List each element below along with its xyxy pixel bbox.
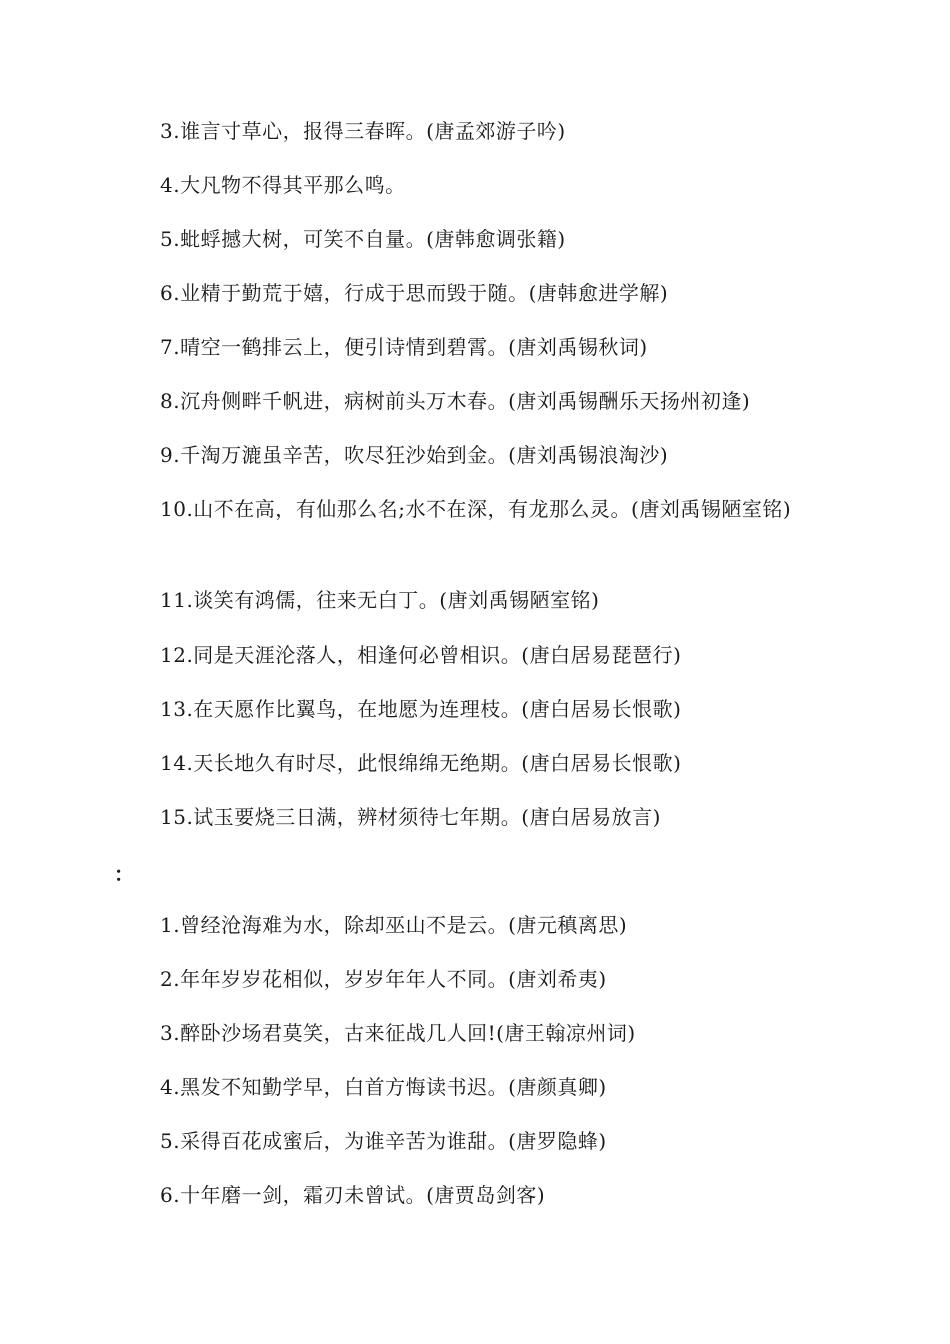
- poem-line: 8.沉舟侧畔千帆进，病树前头万木春。(唐刘禹锡酬乐天扬州初逢): [160, 389, 751, 413]
- poem-line: 2.年年岁岁花相似，岁岁年年人不同。(唐刘希夷): [160, 967, 607, 991]
- poem-line: 4.黑发不知勤学早，白首方悔读书迟。(唐颜真卿): [160, 1075, 607, 1099]
- poem-line: 11.谈笑有鸿儒，往来无白丁。(唐刘禹锡陋室铭): [160, 588, 600, 612]
- poem-line: 6.业精于勤荒于嬉，行成于思而毁于随。(唐韩愈进学解): [160, 281, 669, 305]
- poem-line: 1.曾经沧海难为水，除却巫山不是云。(唐元稹离思): [160, 913, 628, 937]
- poem-line: 6.十年磨一剑，霜刃未曾试。(唐贾岛剑客): [160, 1183, 546, 1207]
- poem-line: 10.山不在高，有仙那么名;水不在深，有龙那么灵。(唐刘禹锡陋室铭): [160, 497, 792, 521]
- poem-line: 12.同是天涯沦落人，相逢何必曾相识。(唐白居易琵琶行): [160, 643, 682, 667]
- poem-line: 14.天长地久有时尽，此恨绵绵无绝期。(唐白居易长恨歌): [160, 751, 682, 775]
- poem-line: 15.试玉要烧三日满，辨材须待七年期。(唐白居易放言): [160, 805, 661, 829]
- poem-line: 5.蚍蜉撼大树，可笑不自量。(唐韩愈调张籍): [160, 227, 566, 251]
- poem-line: 13.在天愿作比翼鸟，在地愿为连理枝。(唐白居易长恨歌): [160, 697, 682, 721]
- poem-line: 9.千淘万漉虽辛苦，吹尽狂沙始到金。(唐刘禹锡浪淘沙): [160, 443, 669, 467]
- poem-line: 7.晴空一鹤排云上，便引诗情到碧霄。(唐刘禹锡秋词): [160, 335, 648, 359]
- poem-line: 5.采得百花成蜜后，为谁辛苦为谁甜。(唐罗隐蜂): [160, 1129, 607, 1153]
- section-separator: ：: [114, 862, 134, 886]
- poem-line: 4.大凡物不得其平那么鸣。: [160, 173, 406, 197]
- poem-line: 3.醉卧沙场君莫笑，古来征战几人回!(唐王翰凉州词): [160, 1021, 636, 1045]
- poem-line: 3.谁言寸草心，报得三春晖。(唐孟郊游子吟): [160, 119, 566, 143]
